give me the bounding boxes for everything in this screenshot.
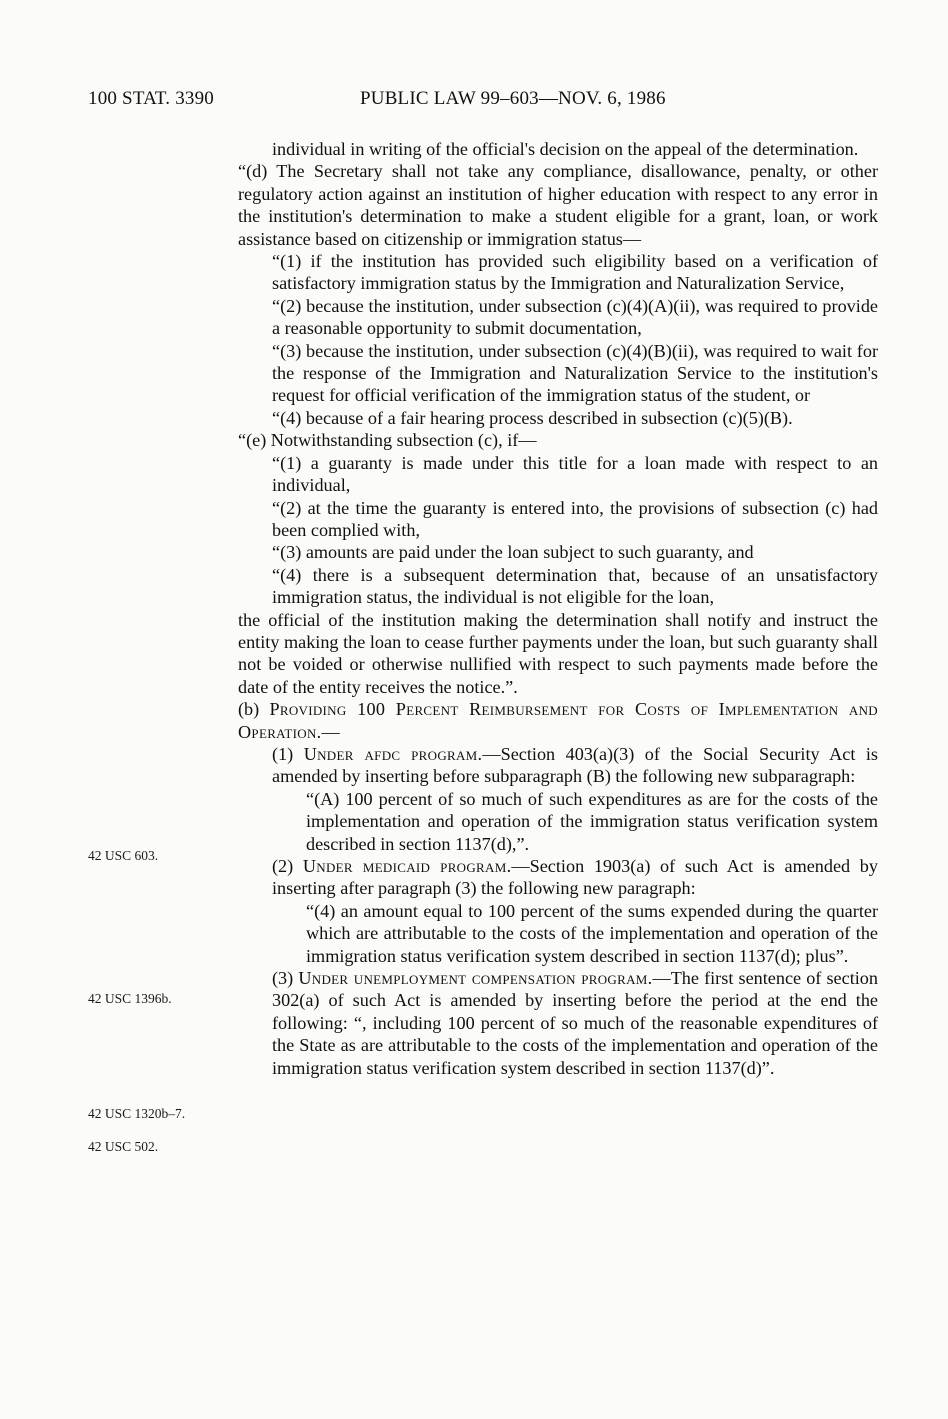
b-3-dash: — — [652, 968, 671, 989]
paragraph-b-1 — [238, 743, 878, 788]
paragraph-e-1: “(1) a guaranty is made under this title for a loan made with respect to an individual, — [272, 452, 878, 496]
margin-note-usc-603: 42 USC 603. — [88, 848, 159, 863]
paragraph-d-3: “(3) because the institution, under subsection (c)(4)(B)(ii), was required to wait for the response of the Immigration and Naturalization Service to the institution's request for official verification of the immigration status of the student, or — [272, 340, 878, 406]
paragraph-d-4: “(4) because of a fair hearing process described in subsection (c)(5)(B). — [272, 407, 793, 428]
b-2-dash: — — [511, 856, 530, 876]
b-3-lead: (3) — [272, 968, 299, 989]
b-2-lead: (2) — [272, 856, 303, 876]
b-2-text: Section 1903(a) of such Act is amended by inserting after paragraph (3) the following new paragraph: — [272, 856, 878, 899]
paragraph-subsection-b-heading — [238, 698, 878, 743]
b-2-heading: Under medicaid program. — [302, 856, 512, 876]
paragraph-e-3: “(3) amounts are paid under the loan subject to such guaranty, and — [272, 542, 754, 563]
paragraph-subsection-d: “(d) The Secretary shall not take any compliance, disallowance, penalty, or other regulatory action against an institution of higher education with respect to any error in the institution's determination to make a student eligible for a grant, loan, or work assistance based on citizenship or immigration status— — [238, 161, 878, 249]
margin-note-usc-502: 42 USC 502. — [88, 1139, 159, 1154]
paragraph-e-2: “(2) at the time the guaranty is entered into, the provisions of subsection (c) had been complied with, — [272, 497, 878, 540]
paragraph-closing-flush: the official of the institution making the determination shall notify and instruct the entity making the loan to cease further payments under the loan, but such guaranty shall not be voided or otherwise nullified with respect to such payments made before the date of the entity receives the notice.”. — [238, 609, 878, 697]
paragraph-b-3 — [238, 967, 878, 1079]
b-3-heading: Under unemployment compensation program. — [298, 968, 653, 989]
public-law-reference: PUBLIC LAW 99–603—NOV. 6, 1986 — [360, 88, 666, 109]
b-1-heading: Under afdc program. — [303, 743, 483, 764]
paragraph-b-2-paragraph-4: “(4) an amount equal to 100 percent of the sums expended during the quarter which are attributable to the costs of the implementation and operation of the immigration status verification system described in section 1137(d); plus”. — [306, 900, 878, 966]
paragraph-d-1: “(1) if the institution has provided such eligibility based on a verification of satisfactory immigration status by the Immigration and Naturalization Service, — [272, 251, 878, 294]
b-1-lead: (1) — [272, 743, 304, 764]
margin-note-usc-1396b: 42 USC 1396b. — [88, 991, 172, 1006]
subsection-b-lead: (b) — [238, 699, 270, 720]
paragraph-appeal-continuation: individual in writing of the official's decision on the appeal of the determination. — [272, 139, 859, 159]
b-1-text: Section 403(a)(3) of the Social Security Act is amended by inserting before subparagraph (B) the following new subparagraph: — [272, 743, 878, 787]
b-1-dash: — — [482, 743, 501, 764]
statute-reference: 100 STAT. 3390 — [88, 88, 215, 109]
paragraph-e-4: “(4) there is a subsequent determination that, because of an unsatisfactory immigration status, the individual is not eligible for the loan, — [272, 564, 878, 608]
body-text-column — [238, 138, 878, 1079]
paragraph-d-2: “(2) because the institution, under subsection (c)(4)(A)(ii), was required to provide a reasonable opportunity to submit documentation, — [272, 295, 878, 339]
subsection-b-heading-text: Providing 100 Percent Reimbursement for Costs of Implementation and Operation.— — [238, 699, 878, 742]
paragraph-subsection-e: “(e) Notwithstanding subsection (c), if— — [238, 430, 537, 451]
paragraph-b-1-subparagraph-A: “(A) 100 percent of so much of such expenditures as are for the costs of the implementation and operation of the immigration status verification system described in section 1137(d),”. — [306, 788, 878, 854]
b-3-text: The first sentence of section 302(a) of such Act is amended by inserting before the period at the end the following: “, including 100 percent of so much of the reasonable expenditures of the State as are attributable to the costs of the implementation and operation of the immigration status verification system described in section 1137(d)”. — [272, 968, 878, 1078]
paragraph-b-2 — [238, 855, 878, 900]
margin-note-usc-1320b-7: 42 USC 1320b–7. — [88, 1106, 186, 1121]
